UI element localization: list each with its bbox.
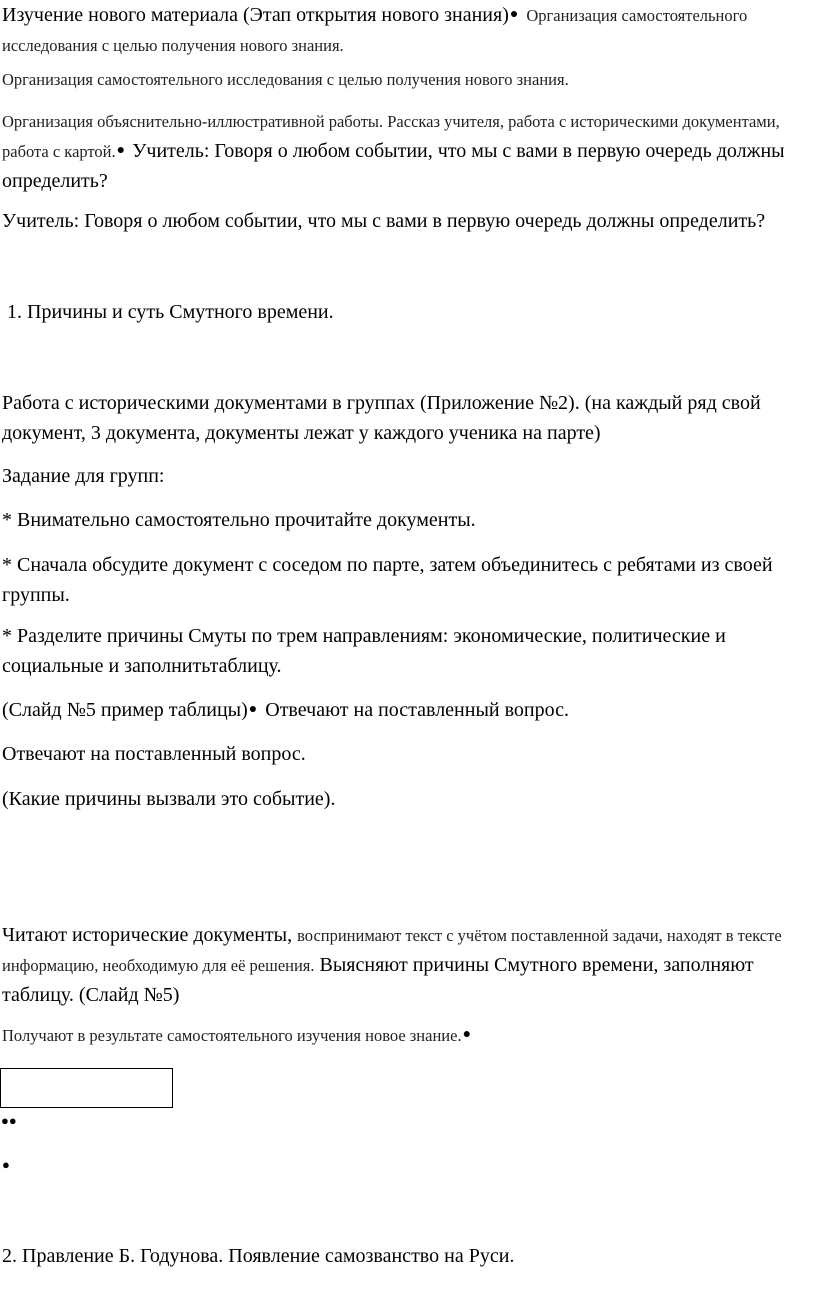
- result-paragraph: [2, 1021, 810, 1050]
- answer-paragraph: Отвечают на поставленный вопрос.: [2, 743, 306, 765]
- section-1-heading: 1. Причины и суть Смутного времени.: [7, 301, 334, 323]
- single-bullet-icon: ●: [2, 1157, 10, 1172]
- slide-reference: (Слайд №5 пример таблицы): [2, 699, 248, 721]
- task-discuss: * Сначала обсудите документ с соседом по парте, затем объединитесь с ребятами из своей группы.: [2, 554, 773, 606]
- stage-title: Изучение нового материала (Этап открытия нового знания): [2, 4, 509, 26]
- bullet-icon: ●: [462, 1027, 472, 1042]
- result-text: Получают в результате самостоятельного изучения новое знание.: [2, 1026, 462, 1045]
- reading-result: Выясняют причины Смутного времени, заполняют таблицу. (Слайд №5): [2, 954, 754, 1006]
- section-2-heading: 2. Правление Б. Годунова. Появление самозванство на Руси.: [2, 1245, 515, 1267]
- answer-text: Отвечают на поставленный вопрос.: [265, 699, 569, 721]
- bullet-icon: ●: [509, 7, 519, 22]
- group-work-paragraph: Работа с историческими документами в группах (Приложение №2). (на каждый ряд свой документ, 3 документа, документы лежат у каждого ученика на парте): [2, 392, 761, 444]
- bullet-icon: ●: [248, 702, 258, 717]
- method-description: Организация объяснительно-иллюстративной работы. Рассказ учителя, работа с историческими документами, работа с картой.: [2, 112, 780, 161]
- task-classify: * Разделите причины Смуты по трем направлениям: экономические, политические и социальные и заполнитьтаблицу.: [2, 625, 726, 677]
- slide-line: [2, 695, 810, 725]
- stage-goal: Организация самостоятельного исследования с целью получения нового знания.: [2, 6, 748, 55]
- reading-lead: Читают исторические документы,: [2, 924, 293, 946]
- block-method: [2, 108, 810, 196]
- block-stage-heading: [2, 0, 810, 60]
- task-read: * Внимательно самостоятельно прочитайте документы.: [2, 509, 476, 531]
- teacher-question: Учитель: Говоря о любом событии, что мы с вами в первую очередь должны определить?: [2, 140, 785, 192]
- double-bullet-icon: ●●: [1, 1113, 17, 1128]
- reading-detail: воспринимают текст с учётом поставленной задачи, находят в тексте информацию, необходимую для её решения.: [2, 926, 782, 975]
- reading-block: [2, 920, 810, 1010]
- teacher-question-paragraph: Учитель: Говоря о любом событии, что мы с вами в первую очередь должны определить?: [2, 210, 766, 232]
- question-paragraph: (Какие причины вызвали это событие).: [2, 788, 336, 810]
- empty-text-box: [0, 1068, 173, 1108]
- task-title: Задание для групп:: [2, 465, 165, 487]
- bullet-icon: ●: [116, 143, 126, 158]
- research-goal-paragraph: Организация самостоятельного исследования с целью получения нового знания.: [2, 70, 569, 89]
